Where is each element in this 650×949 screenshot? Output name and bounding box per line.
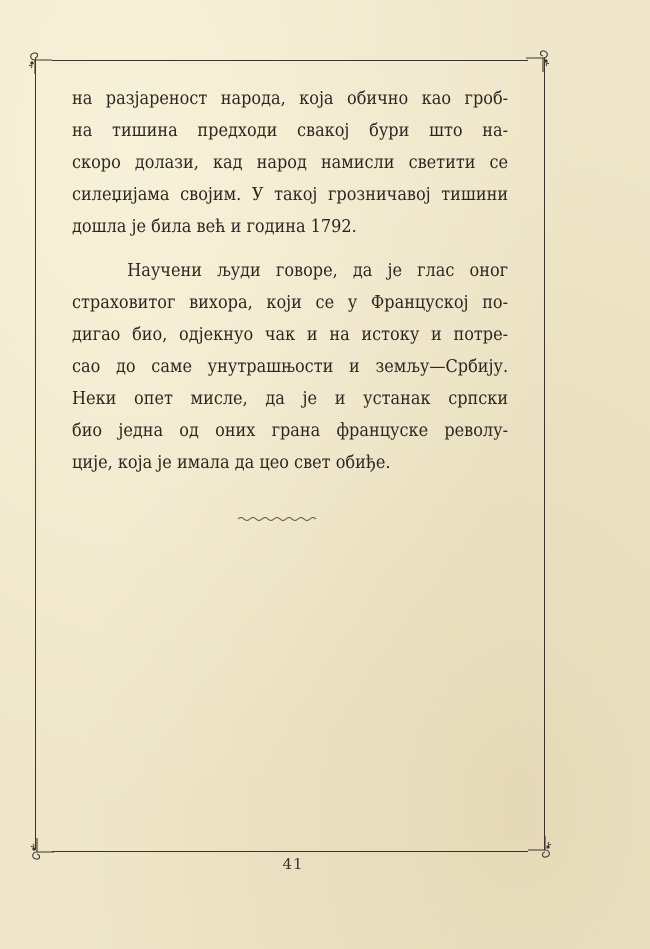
text-line: страховитог вихора, који се у Француској по- xyxy=(72,293,509,313)
text-line: Неки опет мисле, да је и устанак српски xyxy=(72,389,509,409)
text-line: Научени људи говоре, да је глас оног xyxy=(127,261,509,281)
text-line: дигао био, одјекнуо чак и на истоку и потре- xyxy=(72,325,509,345)
paragraph-1 xyxy=(72,83,508,243)
section-divider-icon xyxy=(236,514,320,524)
text-line: дошла је била већ и година 1792. xyxy=(72,217,357,237)
frame-bottom-rule xyxy=(52,851,528,852)
text-line: на разјареност народа, која обично као гроб- xyxy=(72,89,509,109)
text-line: скоро долази, кад народ намисли светити се xyxy=(72,153,509,173)
paragraph-2 xyxy=(72,255,508,479)
text-line: сао до саме унутрашњости и земљу—Србију. xyxy=(72,357,509,377)
body-text xyxy=(72,83,508,479)
frame-top-rule xyxy=(52,60,528,61)
corner-ornament-icon xyxy=(526,46,552,72)
text-line: ције, која је имала да цео свет обиђе. xyxy=(72,453,391,473)
text-line: на тишина предходи свакој бури што на- xyxy=(72,121,509,141)
text-line: силеџијама својим. У такој грозничавој тишини xyxy=(72,185,509,205)
corner-ornament-icon xyxy=(26,48,52,74)
page-number: 41 xyxy=(282,855,304,873)
text-line: био једна од оних грана француске револу- xyxy=(72,421,509,441)
